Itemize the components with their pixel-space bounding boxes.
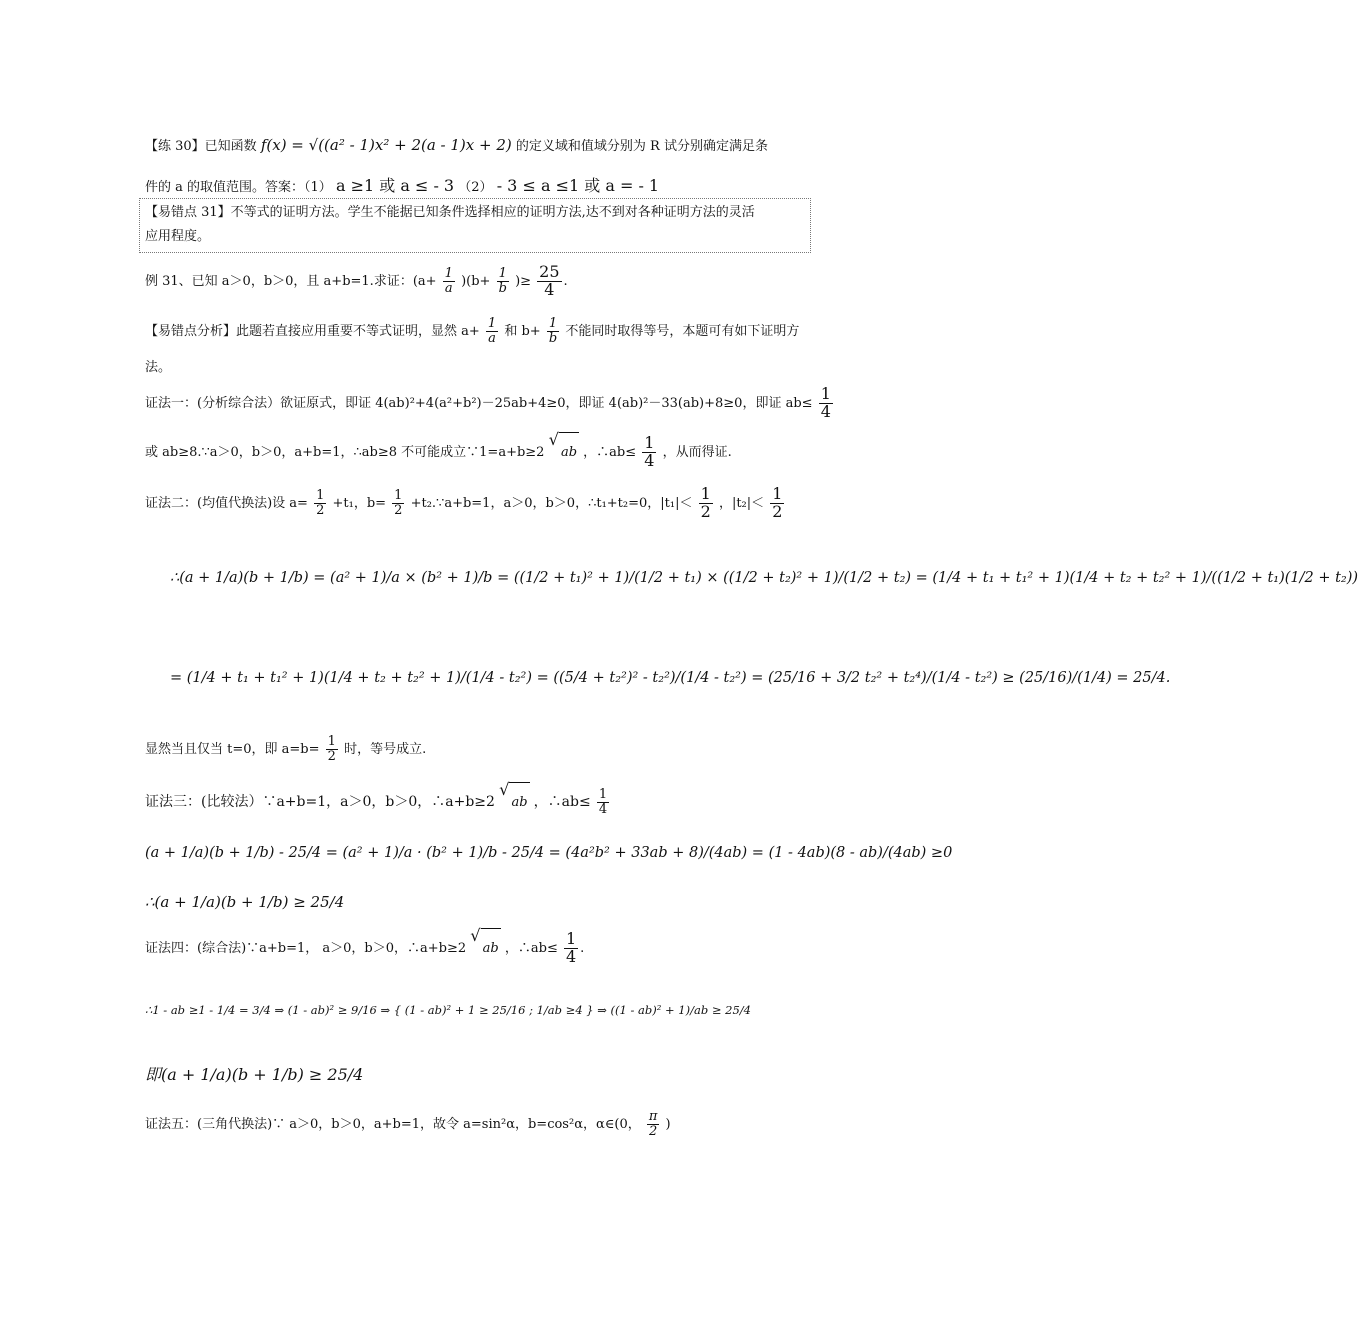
frac-1-over-2-c: $\frac{1}{2}$ <box>700 484 711 521</box>
analysis-and: 和 b+ <box>504 324 541 339</box>
frac-1-over-2-b: $\frac{1}{2}$ <box>394 488 403 518</box>
exercise-30-function: f(x) = √((a² - 1)x² + 2(a - 1)x + 2) <box>260 136 512 154</box>
sqrt-ab-2: √ ab <box>499 782 529 823</box>
proof-2-note <box>145 730 426 770</box>
exercise-30-answer-label: 件的 a 的取值范围。答案：（1） <box>145 180 332 195</box>
proof-3-equation-2: ∴(a + 1/a)(b + 1/b) ≥ 25/4 <box>145 893 345 911</box>
frac-pi-over-2: $\frac{\pi}{2}$ <box>648 1109 658 1139</box>
proof-4-text-a: 证法四：(综合法)∵a+b=1， a＞0，b＞0，∴a+b≥2 <box>145 941 467 956</box>
proof-4-line1: 证法四：(综合法)∵a+b=1， a＞0，b＞0，∴a+b≥2 √ ab ，∴ab≤ $\frac{1}{4}$ . <box>145 928 584 969</box>
frac-1-over-4-d: $\frac{1}{4}$ <box>565 929 577 966</box>
exercise-30-prefix: 【练 30】已知函数 <box>145 139 257 154</box>
frac-1-over-b: $\frac{1}{b}$ <box>498 266 507 296</box>
proof-2-line1 <box>145 484 786 524</box>
proof-1-line1 <box>145 384 835 424</box>
analysis-line1 <box>145 312 799 352</box>
proof-4-conclusion: 即(a + 1/a)(b + 1/b) ≥ 25/4 <box>145 1065 364 1084</box>
frac-1-over-b-2: $\frac{1}{b}$ <box>548 316 558 346</box>
exercise-30-line1 <box>145 135 768 157</box>
sqrt-ab: √ ab <box>549 432 579 473</box>
proof-1-line2 <box>145 432 732 473</box>
analysis-line2: 法。 <box>145 360 172 375</box>
proof-2-text-c: +t₂.∵a+b=1，a＞0，b＞0，∴t₁+t₂=0，|t₁|＜ <box>410 496 693 511</box>
proof-5-text: 证法五：(三角代换法)∵ a＞0，b＞0，a+b=1，故令 a=sin²α，b=cos²α，α∈(0， <box>145 1117 641 1132</box>
proof-3-text-b: ，∴ab≤ <box>533 794 591 810</box>
exercise-30-answer-1: a ≥1 或 a ≤ - 3 <box>335 176 455 195</box>
proof-2-note-text: 显然当且仅当 t=0，即 a=b= <box>145 742 320 757</box>
proof-4-chain: ∴1 - ab ≥1 - 1/4 = 3/4 ⇒ (1 - ab)² ≥ 9/16 ⇒ { (1 - ab)² + 1 ≥ 25/16 ; 1/ab ≥4 } ⇒ ((1 - ab)² + 1)/ab ≥ 25/4 <box>145 1003 751 1017</box>
proof-3-line1 <box>145 782 611 823</box>
exercise-30-line2 <box>145 176 659 198</box>
sqrt-ab-3: √ ab <box>470 928 500 969</box>
proof-3-equation-1: (a + 1/a)(b + 1/b) - 25/4 = (a² + 1)/a · (b² + 1)/b - 25/4 = (4a²b² + 33ab + 8)/(4ab) = (1 - 4ab)(8 - ab)/(4ab) ≥0 <box>145 845 953 861</box>
proof-2-equation-2: = (1/4 + t₁ + t₁² + 1)(1/4 + t₂ + t₂² + 1)/(1/4 - t₂²) = ((5/4 + t₂²)² - t₂²)/(1/4 - t₂²) = (25/16 + 3/2 t₂² + t₂⁴)/(1/4 - t₂²) ≥ (25/16)/(1/4) = 25/4. <box>170 670 1171 686</box>
frac-1-over-a-2: $\frac{1}{a}$ <box>487 316 497 346</box>
proof-1-text-2c: ，从而得证. <box>662 445 732 460</box>
frac-1-over-2-d: $\frac{1}{2}$ <box>772 484 783 521</box>
proof-3-text-a: 证法三：(比较法）∵a+b=1，a＞0，b＞0，∴a+b≥2 <box>145 794 495 810</box>
example-31-text: 例 31、已知 a＞0，b＞0，且 a+b=1.求证：(a+ <box>145 274 437 289</box>
exercise-30-suffix: 的定义域和值域分别为 R 试分别确定满足条 <box>515 139 768 154</box>
proof-1-text-1: 证法一：(分析综合法）欲证原式，即证 4(ab)²+4(a²+b²)－25ab+4≥0，即证 4(ab)²－33(ab)+8≥0，即证 ab≤ <box>145 396 813 411</box>
proof-2-note-end: 时，等号成立. <box>344 742 427 757</box>
proof-1-text-2b: ，∴ab≤ <box>583 445 637 460</box>
error-point-31-line2: 应用程度。 <box>145 229 211 244</box>
proof-2-equation-1: ∴(a + 1/a)(b + 1/b) = (a² + 1)/a × (b² + 1)/b = ((1/2 + t₁)² + 1)/(1/2 + t₁) × ((1/2 + t₂)² + 1)/(1/2 + t₂) = (1/4 + t₁ + t₁² + 1)(1/4 + t₂ + t₂² + 1)/((1/2 + t₁)(1/2 + t₂)) <box>170 570 1358 586</box>
proof-5-line1 <box>145 1105 671 1145</box>
proof-4-text-b: ，∴ab≤ <box>504 941 558 956</box>
frac-25-over-4: $\frac{25}{4}$ <box>539 262 560 299</box>
analysis-text-b: 不能同时取得等号，本题可有如下证明方 <box>565 324 800 339</box>
proof-2-text-d: ，|t₂|＜ <box>718 496 765 511</box>
frac-1-over-2-e: $\frac{1}{2}$ <box>327 734 336 764</box>
frac-1-over-4: $\frac{1}{4}$ <box>820 384 831 421</box>
analysis-text-a: 【易错点分析】此题若直接应用重要不等式证明，显然 a+ <box>145 324 480 339</box>
proof-1-text-2a: 或 ab≥8.∵a＞0，b＞0，a+b=1，∴ab≥8 不可能成立∵1=a+b≥2 <box>145 445 545 460</box>
error-point-31-line1: 【易错点 31】不等式的证明方法。学生不能据已知条件选择相应的证明方法,达不到对各种证明方法的灵活 <box>145 205 755 220</box>
proof-2-text-a: 证法二：(均值代换法)设 a= <box>145 496 308 511</box>
example-31-end: )≥ <box>515 274 532 289</box>
proof-5-end: ) <box>665 1117 671 1132</box>
frac-1-over-2-a: $\frac{1}{2}$ <box>316 488 325 518</box>
proof-2-text-b: +t₁，b= <box>332 496 387 511</box>
frac-1-over-4-c: $\frac{1}{4}$ <box>598 787 608 817</box>
frac-1-over-a: $\frac{1}{a}$ <box>444 266 453 296</box>
frac-1-over-4-b: $\frac{1}{4}$ <box>644 433 655 470</box>
example-31-mid: )(b+ <box>461 274 491 289</box>
exercise-30-answer-mid: （2） <box>458 180 493 195</box>
example-31: 例 31、已知 a＞0，b＞0，且 a+b=1.求证：(a+ $\frac{1}{a}$ )(b+ $\frac{1}{b}$ )≥ $\frac{25}{4}$ . <box>145 262 568 299</box>
exercise-30-answer-2: - 3 ≤ a ≤1 或 a = - 1 <box>496 176 660 195</box>
